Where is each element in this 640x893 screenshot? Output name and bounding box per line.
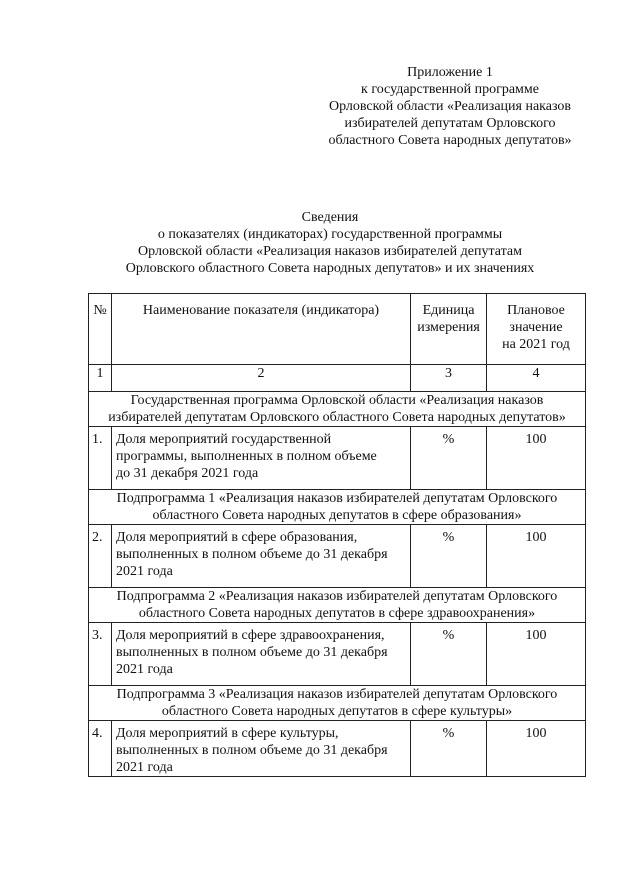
row-num: 2. (89, 525, 112, 588)
header-unit (411, 294, 487, 365)
section-title-line: Подпрограмма 2 «Реализация наказов избирателей депутатам Орловского (116, 589, 558, 604)
title-line: Орловской области «Реализация наказов избирателей депутатам (138, 244, 522, 259)
section-title-line: областного Совета народных депутатов в сфере здравоохранения» (138, 606, 536, 621)
section-title (89, 588, 586, 623)
section-title-line: Подпрограмма 3 «Реализация наказов избирателей депутатам Орловского (116, 687, 558, 702)
row-num: 1. (89, 427, 112, 490)
header-plan-line: на 2021 год (502, 337, 570, 352)
section-title-line: областного Совета народных депутатов в сфере культуры» (161, 704, 513, 719)
row-name (112, 623, 411, 686)
row-unit: % (411, 623, 487, 686)
section-row (89, 490, 586, 525)
section-row (89, 588, 586, 623)
appendix-line: Орловской области «Реализация наказов (328, 99, 572, 114)
column-index: 2 (112, 365, 411, 392)
section-title (89, 490, 586, 525)
section-row (89, 392, 586, 427)
section-title-line: Государственная программа Орловской области «Реализация наказов (130, 393, 544, 408)
section-title-line: избирателей депутатам Орловского областного Совета народных депутатов» (108, 410, 566, 425)
table-row (89, 525, 586, 588)
column-index-row (89, 365, 586, 392)
header-plan-line: значение (509, 320, 563, 335)
column-index: 4 (487, 365, 586, 392)
row-name-line: Доля мероприятий государственной (116, 432, 332, 447)
indicators-table (88, 293, 586, 777)
row-name-line: Доля мероприятий в сфере здравоохранения, (116, 628, 385, 643)
header-plan-line: Плановое (507, 303, 565, 318)
appendix-line: областного Совета народных депутатов» (328, 133, 572, 148)
row-num: 3. (89, 623, 112, 686)
table-row (89, 427, 586, 490)
section-title (89, 686, 586, 721)
row-name-line: 2021 года (116, 760, 173, 775)
title-line: о показателях (индикаторах) государственной программы (157, 227, 503, 242)
row-name-line: до 31 декабря 2021 года (116, 466, 259, 481)
appendix-line: Приложение 1 (407, 65, 493, 80)
column-index: 3 (411, 365, 487, 392)
title-line: Сведения (301, 210, 359, 225)
table-row (89, 721, 586, 777)
row-name (112, 525, 411, 588)
appendix-line: избирателей депутатам Орловского (344, 116, 556, 131)
row-name-line: выполненных в полном объеме до 31 декабря (116, 645, 388, 660)
row-name-line: Доля мероприятий в сфере культуры, (116, 726, 339, 741)
row-num: 4. (89, 721, 112, 777)
row-name-line: программы, выполненных в полном объеме (116, 449, 377, 464)
row-plan: 100 (487, 427, 586, 490)
row-unit: % (411, 427, 487, 490)
row-unit: % (411, 721, 487, 777)
header-unit-line: измерения (417, 320, 480, 335)
row-plan: 100 (487, 721, 586, 777)
row-name-line: 2021 года (116, 662, 173, 677)
row-name (112, 427, 411, 490)
row-name-line: выполненных в полном объеме до 31 декабря (116, 547, 388, 562)
section-title (89, 392, 586, 427)
section-row (89, 686, 586, 721)
row-unit: % (411, 525, 487, 588)
row-name-line: 2021 года (116, 564, 173, 579)
row-plan: 100 (487, 623, 586, 686)
table-header-row (89, 294, 586, 365)
column-index: 1 (89, 365, 112, 392)
row-name-line: Доля мероприятий в сфере образования, (116, 530, 358, 545)
header-plan (487, 294, 586, 365)
row-plan: 100 (487, 525, 586, 588)
row-name (112, 721, 411, 777)
document-title (60, 209, 600, 277)
header-num: № (89, 294, 112, 365)
row-name-line: выполненных в полном объеме до 31 декабря (116, 743, 388, 758)
title-line: Орловского областного Совета народных депутатов» и их значениях (125, 261, 535, 276)
header-name: Наименование показателя (индикатора) (112, 294, 411, 365)
appendix-note (300, 64, 600, 149)
header-unit-line: Единица (422, 303, 475, 318)
section-title-line: областного Совета народных депутатов в сфере образования» (152, 508, 522, 523)
appendix-line: к государственной программе (361, 82, 539, 97)
section-title-line: Подпрограмма 1 «Реализация наказов избирателей депутатам Орловского (116, 491, 558, 506)
table-row (89, 623, 586, 686)
